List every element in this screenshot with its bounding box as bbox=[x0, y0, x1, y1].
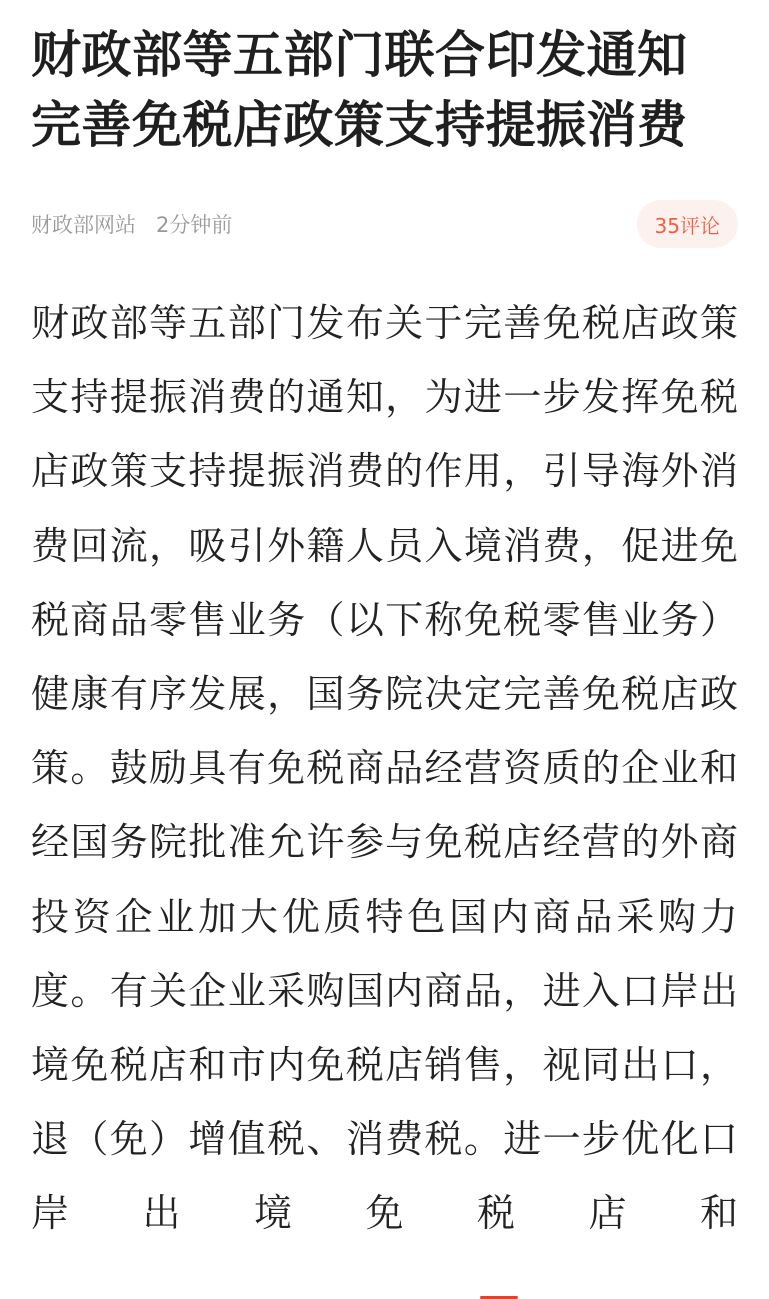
comments-button[interactable]: 35评论 bbox=[637, 200, 738, 248]
article-title: 财政部等五部门联合印发通知 完善免税店政策支持提振消费 bbox=[31, 26, 688, 154]
bottom-fade bbox=[0, 1269, 769, 1299]
article-body: 财政部等五部门发布关于完善免税店政策支持提振消费的通知，为进一步发挥免税店政策支持提振消费的作用，引导海外消费回流，吸引外籍人员入境消费，促进免税商品零售业务（以下称免税零售业务）健康有序发展，国务院决定完善免税店政策。鼓励具有免税商品经营资质的企业和经国务院批准允许参与免税店经营的外商投资企业加大优质特色国内商品采购力度。有关企业采购国内商品，进入口岸出境免税店和市内免税店销售，视同出口，退（免）增值税、消费税。进一步优化口岸出境免税店和 bbox=[31, 301, 738, 1236]
publish-time: 2分钟前 bbox=[156, 213, 233, 237]
article-meta bbox=[31, 200, 738, 248]
meta-info bbox=[31, 209, 232, 239]
source-label[interactable]: 财政部网站 bbox=[31, 213, 136, 237]
